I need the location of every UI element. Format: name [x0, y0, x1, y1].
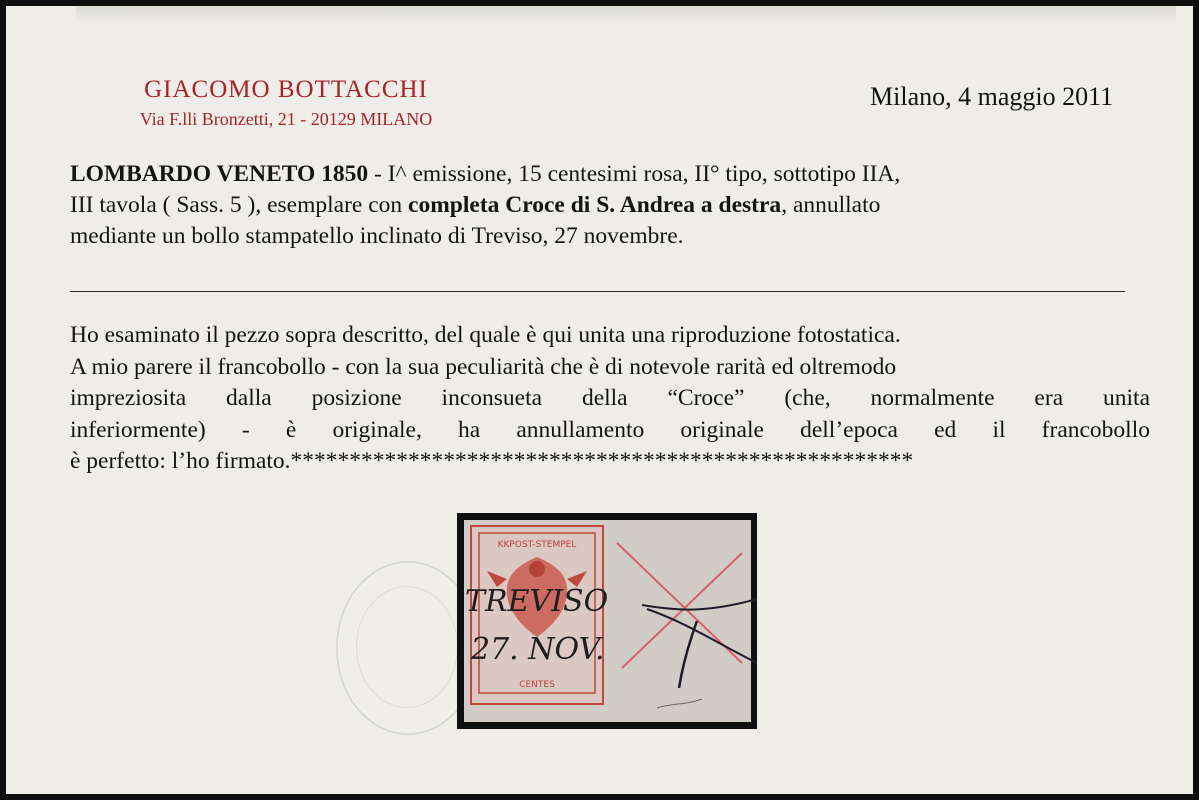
- stamp-photograph: [457, 513, 757, 729]
- embossed-seal-inner-icon: [356, 586, 458, 708]
- stamp-photo-svg: [457, 513, 757, 729]
- description-title: LOMBARDO VENETO 1850: [70, 161, 369, 187]
- expert-opinion: [70, 320, 1150, 478]
- opinion-line-1: Ho esaminato il pezzo sopra descritto, del quale è qui unita una riproduzione fotostatica.: [70, 322, 901, 348]
- description-line-2-text-a: III tavola ( Sass. 5 ), esemplare con: [70, 192, 409, 218]
- stamp-description: [70, 159, 1145, 252]
- description-highlight: completa Croce di S. Andrea a destra: [408, 192, 782, 218]
- cancellation-date: 27. NOV.: [471, 632, 605, 667]
- description-line-2: [70, 190, 1145, 221]
- paper-scuff: [76, 6, 1176, 24]
- letterhead-name: GIACOMO BOTTACCHI: [144, 76, 428, 103]
- description-line-1: [70, 159, 1145, 190]
- description-line-3: mediante un bollo stampatello inclinato di Treviso, 27 novembre.: [70, 223, 684, 249]
- letterhead-address: Via F.lli Bronzetti, 21 - 20129 MILANO: [139, 109, 433, 129]
- opinion-line-4: inferiormente) - è originale, ha annullamento originale dell’epoca ed il francobollo: [70, 416, 1150, 443]
- cancellation-place: TREVISO: [465, 584, 609, 619]
- description-line-1-text: - I^ emissione, 15 centesimi rosa, II° tipo, sottotipo IIA,: [368, 161, 901, 187]
- opinion-line-2: A mio parere il francobollo - con la sua peculiarità che è di notevole rarità ed oltremodo: [70, 353, 897, 380]
- opinion-line-5: è perfetto: l’ho firmato.*****************************************************: [70, 448, 914, 474]
- section-divider: [70, 291, 1125, 292]
- opinion-line-3: impreziosita dalla posizione inconsueta della “Croce” (che, normalmente era unita: [70, 385, 1150, 411]
- place-date: Milano, 4 maggio 2011: [870, 82, 1114, 111]
- stamp-top-text: KKPOST-STEMPEL: [497, 540, 577, 550]
- crown-icon: [529, 561, 545, 577]
- stamp-bottom-text: CENTES: [519, 680, 555, 690]
- description-line-2-text-b: , annullato: [781, 192, 881, 218]
